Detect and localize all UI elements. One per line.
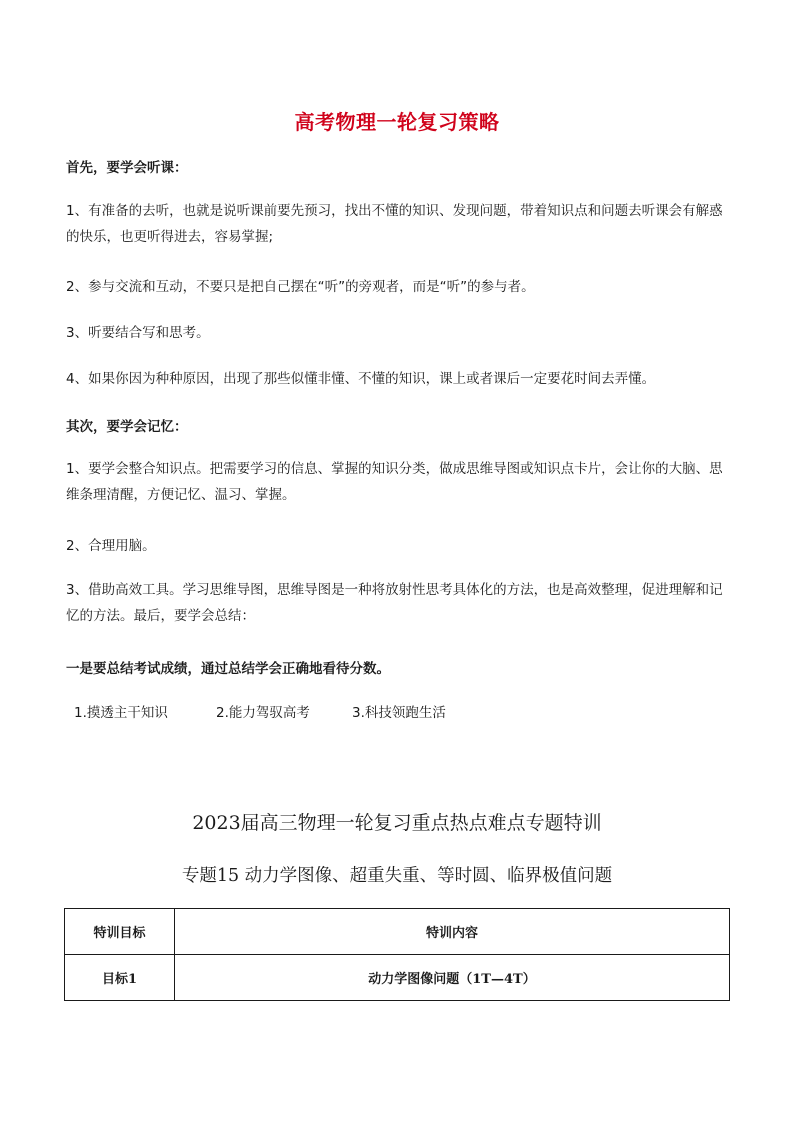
- section-heading-memory: 其次，要学会记忆：: [66, 419, 188, 435]
- memory-item-1: 1、要学会整合知识点。把需要学习的信息、掌握的知识分类，做成思维导图或知识点卡片，会让你的大脑、思维条理清醒，方便记忆、温习、掌握。: [66, 461, 723, 503]
- training-table: [64, 908, 730, 1001]
- header-content: 特训内容: [175, 909, 730, 955]
- row-content: 动力学图像问题（1T—4T）: [175, 955, 730, 1001]
- table-row: [65, 955, 730, 1001]
- point-2: 2.能力驾驭高考: [216, 705, 310, 721]
- memory-item-2: 2、合理用脑。: [66, 538, 156, 554]
- topic-title: 专题15 动力学图像、超重失重、等时圆、临界极值问题: [181, 866, 613, 886]
- listening-item-3: 3、听要结合写和思考。: [66, 325, 210, 341]
- memory-item-3: 3、借助高效工具。学习思维导图，思维导图是一种将放射性思考具体化的方法，也是高效整理，促进理解和记忆的方法。最后，要学会总结：: [66, 582, 723, 624]
- page-title: 高考物理一轮复习策略: [294, 110, 500, 134]
- table-header-row: [65, 909, 730, 955]
- series-title: 2023届高三物理一轮复习重点热点难点专题特训: [192, 812, 602, 834]
- header-goal: 特训目标: [65, 909, 175, 955]
- point-1: 1.摸透主干知识: [74, 705, 168, 721]
- listening-item-4: 4、如果你因为种种原因，出现了那些似懂非懂、不懂的知识，课上或者课后一定要花时间去弄懂。: [66, 371, 656, 387]
- point-3: 3.科技领跑生活: [352, 705, 446, 721]
- summary-line: 一是要总结考试成绩，通过总结学会正确地看待分数。: [66, 661, 390, 677]
- section-heading-listening: 首先，要学会听课：: [66, 160, 188, 176]
- listening-item-2: 2、参与交流和互动，不要只是把自己摆在“听”的旁观者，而是“听”的参与者。: [66, 279, 535, 295]
- listening-item-1: 1、有准备的去听，也就是说听课前要先预习，找出不懂的知识、发现问题，带着知识点和问题去听课会有解惑的快乐，也更听得进去，容易掌握;: [66, 203, 723, 245]
- row-goal: 目标1: [65, 955, 175, 1001]
